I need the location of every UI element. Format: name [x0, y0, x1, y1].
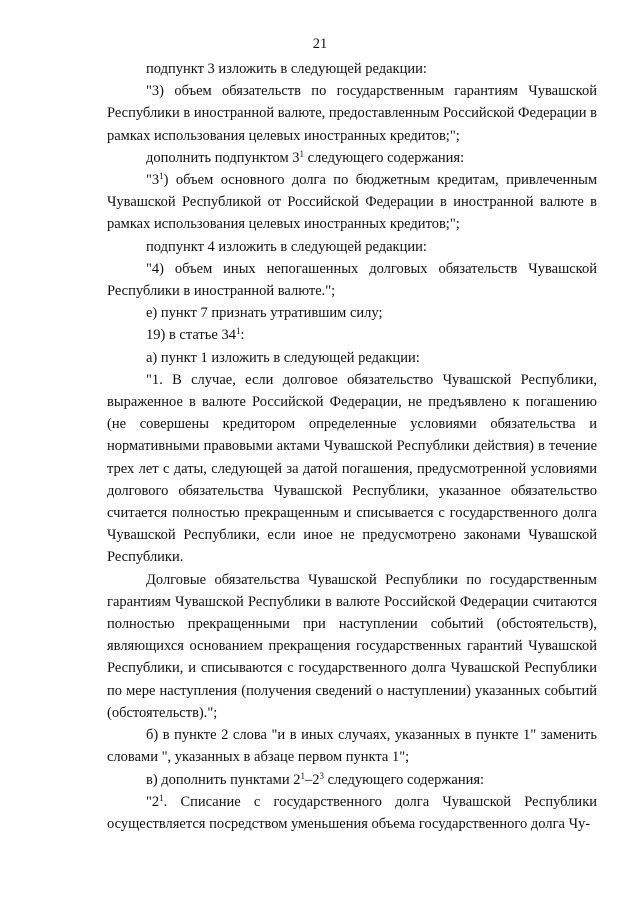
paragraph: подпункт 3 изложить в следующей редакции:: [146, 61, 427, 77]
paragraph: [107, 324, 597, 346]
paragraph: б) в пункте 2 слова "и в иных случаях, указанных в пункте 1" заменить словами ", указанных в абзаце первом пункта 1";: [107, 727, 597, 766]
superscript: 1: [159, 792, 164, 803]
page-number: 21: [312, 36, 328, 52]
paragraph: Долговые обязательства Чувашской Республики по государственным гарантиям Чувашской Республики в валюте Российской Федерации считаются полностью прекращенными при наступлении событий (обстоятельств), являющихся основанием прекращения государственных гарантий Чувашской Республики, и списываются с государственного долга Чувашской Республики по мере наступления (получения сведений о наступлении) указанных событий (обстоятельств).";: [107, 571, 597, 721]
paragraph: [107, 791, 597, 835]
paragraph: "4) объем иных непогашенных долговых обязательств Чувашской Республики в иностранной валюте.";: [107, 260, 597, 300]
superscript: 1: [300, 770, 305, 781]
paragraph: [107, 769, 597, 791]
document-body: [107, 58, 597, 835]
paragraph-text: 19) в статье 34: [146, 327, 236, 344]
paragraph-text: –2: [304, 771, 320, 788]
paragraph-text: . Списание с государственного долга Чувашской Республики осуществляется посредством уменьшения объема государственного долга Чу-: [107, 793, 597, 832]
superscript: 3: [319, 770, 324, 781]
superscript: 1: [159, 171, 164, 182]
paragraph: [107, 169, 597, 236]
paragraph: е) пункт 7 признать утратившим силу;: [146, 305, 383, 322]
paragraph-text: "3: [146, 172, 160, 189]
paragraph: "3) объем обязательств по государственным гарантиям Чувашской Республики в иностранной валюте, предоставленным Российской Федерации в рамках использования целевых иностранных кредитов;";: [107, 83, 597, 144]
paragraph: а) пункт 1 изложить в следующей редакции:: [146, 349, 420, 366]
paragraph: [107, 147, 597, 169]
paragraph-text: "2: [146, 793, 160, 810]
superscript: 1: [235, 326, 241, 337]
paragraph: подпункт 4 изложить в следующей редакции:: [146, 238, 427, 255]
paragraph-text: дополнить подпунктом 3: [146, 149, 300, 166]
paragraph-text: ) объем основного долга по бюджетным кредитам, привлеченным Чувашской Республикой от Российской Федерации в иностранной валюте в рамках использования целевых иностранных кредитов;";: [107, 172, 597, 233]
paragraph-text: следующего содержания:: [304, 149, 465, 166]
paragraph-text: в) дополнить пунктами 2: [146, 771, 301, 788]
superscript: 1: [299, 148, 305, 159]
paragraph-text: :: [240, 327, 245, 344]
paragraph: "1. В случае, если долговое обязательство Чувашской Республики, выраженное в валюте Российской Федерации, не предъявлено к погашению (не совершены кредитором определенные условиями обязательства и нормативными правовыми актами Чувашской Республики действия) в течение трех лет с даты, следующей за датой погашения, предусмотренной условиями долгового обязательства Чувашской Республики, указанное обязательство считается полностью прекращенным и списывается с государственного долга Чувашской Республики, если иное не предусмотрено законами Чувашской Республики.: [107, 371, 597, 566]
paragraph-text: следующего содержания:: [323, 771, 485, 788]
